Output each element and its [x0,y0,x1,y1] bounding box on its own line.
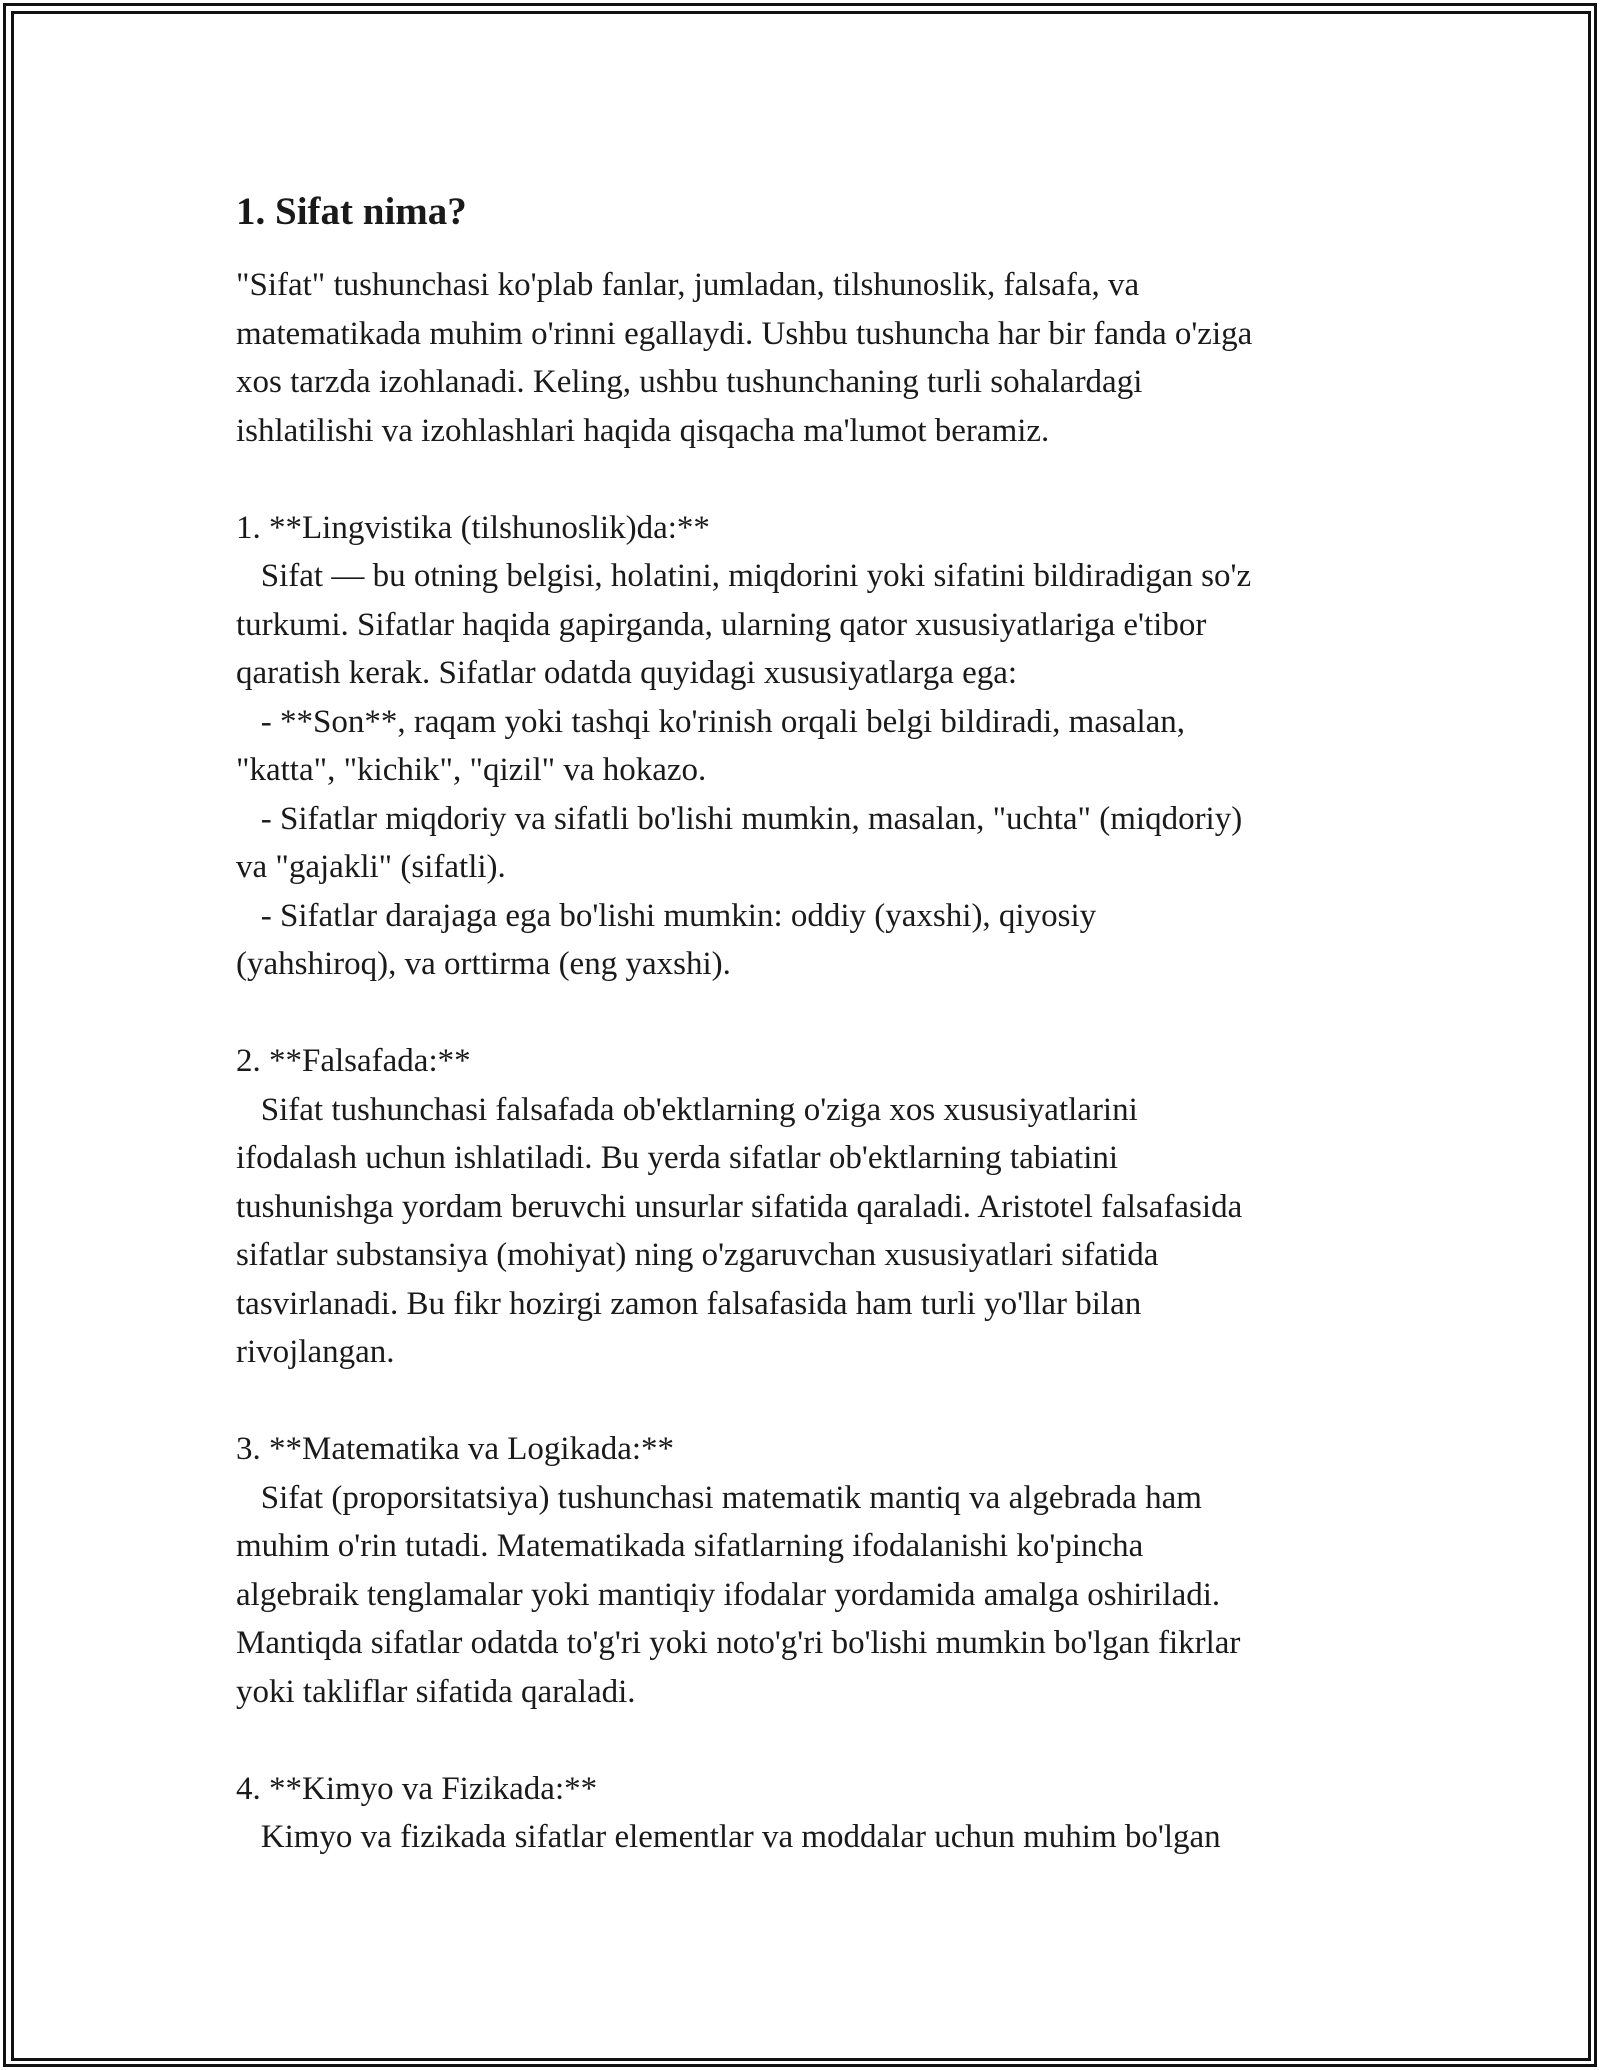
paragraph-intro [236,261,1386,455]
text-line: algebraik tenglamalar yoki mantiqiy ifodalar yordamida amalga oshiriladi. [236,1576,1221,1613]
text-line: ishlatilishi va izohlashlari haqida qisqacha ma'lumot beramiz. [236,412,1050,449]
text-line: tushunishga yordam beruvchi unsurlar sifatida qaraladi. Aristotel falsafasida [236,1188,1243,1225]
section-falsafa [236,1037,1386,1377]
section-heading: 1. **Lingvistika (tilshunoslik)da:** [236,509,710,546]
section-matematika [236,1425,1386,1716]
paragraph-gap [236,989,1386,1038]
text-line: rivojlangan. [236,1334,395,1370]
text-line: sifatlar substansiya (mohiyat) ning o'zgaruvchan xususiyatlari sifatida [236,1237,1159,1273]
text-line: ifodalash uchun ishlatiladi. Bu yerda sifatlar ob'ektlarning tabiatini [236,1140,1119,1176]
paragraph-gap [236,1716,1386,1765]
text-line: muhim o'rin tutadi. Matematikada sifatlarning ifodalanishi ko'pincha [236,1528,1144,1564]
section-heading: 4. **Kimyo va Fizikada:** [236,1770,598,1807]
text-line: Sifat (proporsitatsiya) tushunchasi matematik mantiq va algebrada ham [236,1479,1202,1516]
section-heading: 2. **Falsafada:** [236,1043,471,1079]
text-line: "Sifat" tushunchasi ko'plab fanlar, jumladan, tilshunoslik, falsafa, va [236,267,1140,303]
text-line: va "gajakli" (sifatli). [236,849,506,885]
text-line: xos tarzda izohlanadi. Keling, ushbu tushunchaning turli sohalardagi [236,364,1143,400]
section-lingvistika [236,504,1386,989]
paragraph-gap [236,455,1386,504]
section-heading: 3. **Matematika va Logikada:** [236,1431,675,1467]
text-line: turkumi. Sifatlar haqida gapirganda, ularning qator xususiyatlariga e'tibor [236,606,1207,643]
text-line: Mantiqda sifatlar odatda to'g'ri yoki noto'g'ri bo'lishi mumkin bo'lgan fikrlar [236,1625,1241,1661]
document-title: 1. Sifat nima? [236,190,467,233]
list-item-line: - Sifatlar darajaga ega bo'lishi mumkin: oddiy (yaxshi), qiyosiy [236,897,1097,934]
list-item-line: - **Son**, raqam yoki tashqi ko'rinish orqali belgi bildiradi, masalan, [236,703,1186,740]
text-line: Sifat — bu otning belgisi, holatini, miqdorini yoki sifatini bildiradigan so'z [236,558,1252,594]
text-line: Sifat tushunchasi falsafada ob'ektlarning o'ziga xos xususiyatlarini [236,1091,1138,1128]
text-line: Kimyo va fizikada sifatlar elementlar va moddalar uchun muhim bo'lgan [236,1819,1221,1855]
list-item-line: - Sifatlar miqdoriy va sifatli bo'lishi mumkin, masalan, "uchta" (miqdoriy) [236,800,1243,837]
text-line: "katta", "kichik", "qizil" va hokazo. [236,752,707,788]
section-kimyo [236,1765,1386,1862]
text-line: qaratish kerak. Sifatlar odatda quyidagi xususiyatlarga ega: [236,655,1018,691]
document-body [236,186,1386,1862]
text-line: tasvirlanadi. Bu fikr hozirgi zamon falsafasida ham turli yo'llar bilan [236,1285,1142,1322]
paragraph-gap [236,1377,1386,1426]
text-line: matematikada muhim o'rinni egallaydi. Ushbu tushuncha har bir fanda o'ziga [236,315,1253,352]
text-line: yoki takliflar sifatida qaraladi. [236,1673,636,1710]
text-line: (yahshiroq), va orttirma (eng yaxshi). [236,946,731,982]
